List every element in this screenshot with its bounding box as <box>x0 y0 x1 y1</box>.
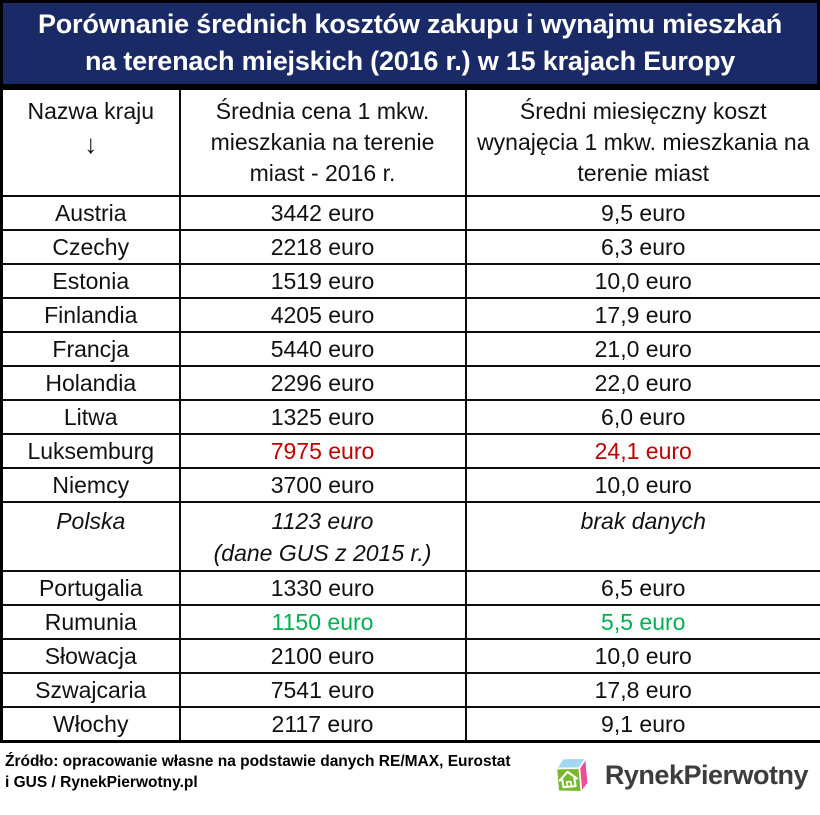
price-cell: 2296 euro <box>180 366 466 400</box>
country-cell: Litwa <box>2 400 180 434</box>
country-cell: Portugalia <box>2 571 180 605</box>
source-line-1: Źródło: opracowanie własne na podstawie danych RE/MAX, Eurostat <box>5 753 511 770</box>
country-cell: Szwajcaria <box>2 673 180 707</box>
header-rent: Średni miesięczny koszt wynajęcia 1 mkw. mieszkania na terenie miast <box>466 89 820 197</box>
table-row <box>2 332 820 366</box>
country-cell: Luksemburg <box>2 434 180 468</box>
comparison-table <box>0 87 820 743</box>
rent-cell: 24,1 euro <box>466 434 820 468</box>
table-row <box>2 264 820 298</box>
country-cell: Słowacja <box>2 639 180 673</box>
rent-cell: 9,1 euro <box>466 707 820 742</box>
price-cell: 1330 euro <box>180 571 466 605</box>
footer <box>0 743 820 801</box>
rynekpierwotny-logo <box>547 749 816 801</box>
rent-cell: 6,5 euro <box>466 571 820 605</box>
table-row <box>2 468 820 502</box>
price-cell: 2100 euro <box>180 639 466 673</box>
table-row <box>2 298 820 332</box>
table-row <box>2 571 820 605</box>
table-row <box>2 366 820 400</box>
table-row <box>2 673 820 707</box>
header-price: Średnia cena 1 mkw. mieszkania na terenie miast - 2016 r. <box>180 89 466 197</box>
table-row <box>2 639 820 673</box>
rent-cell: 9,5 euro <box>466 196 820 230</box>
price-cell: 1123 euro (dane GUS z 2015 r.) <box>180 502 466 571</box>
price-note: (dane GUS z 2015 r.) <box>213 540 432 566</box>
price-cell: 2117 euro <box>180 707 466 742</box>
country-cell: Austria <box>2 196 180 230</box>
title-line-1: Porównanie średnich kosztów zakupu i wynajmu mieszkań <box>37 9 783 39</box>
rent-cell: 22,0 euro <box>466 366 820 400</box>
table-body <box>2 196 820 742</box>
down-arrow-icon: ↓ <box>84 129 98 159</box>
country-cell: Francja <box>2 332 180 366</box>
price-cell: 7541 euro <box>180 673 466 707</box>
price-cell: 2218 euro <box>180 230 466 264</box>
rent-cell: 10,0 euro <box>466 468 820 502</box>
country-cell: Niemcy <box>2 468 180 502</box>
country-cell: Holandia <box>2 366 180 400</box>
table-row <box>2 400 820 434</box>
price-cell: 1519 euro <box>180 264 466 298</box>
country-cell: Włochy <box>2 707 180 742</box>
price-cell: 1325 euro <box>180 400 466 434</box>
rent-cell: 17,9 euro <box>466 298 820 332</box>
table-row <box>2 434 820 468</box>
rent-cell: 21,0 euro <box>466 332 820 366</box>
header-country <box>2 89 180 197</box>
table-row <box>2 196 820 230</box>
header-country-label: Nazwa kraju <box>27 98 155 124</box>
country-cell: Rumunia <box>2 605 180 639</box>
price-cell: 3442 euro <box>180 196 466 230</box>
country-cell: Czechy <box>2 230 180 264</box>
table-row <box>2 230 820 264</box>
price-cell: 7975 euro <box>180 434 466 468</box>
price-cell: 4205 euro <box>180 298 466 332</box>
table-row <box>2 707 820 742</box>
rent-cell: 5,5 euro <box>466 605 820 639</box>
cube-house-icon <box>547 749 599 801</box>
header-row <box>2 89 820 197</box>
title-line-2: na terenach miejskich (2016 r.) w 15 krajach Europy <box>84 46 736 76</box>
rent-cell: 6,0 euro <box>466 400 820 434</box>
title-bar <box>0 0 820 87</box>
price-cell: 5440 euro <box>180 332 466 366</box>
price-cell: 3700 euro <box>180 468 466 502</box>
rent-cell: 10,0 euro <box>466 639 820 673</box>
country-cell: Finlandia <box>2 298 180 332</box>
country-cell: Polska <box>2 502 180 571</box>
rent-cell: 6,3 euro <box>466 230 820 264</box>
source-text <box>5 749 511 793</box>
rent-cell: 10,0 euro <box>466 264 820 298</box>
table-row <box>2 502 820 571</box>
country-cell: Estonia <box>2 264 180 298</box>
rent-cell: 17,8 euro <box>466 673 820 707</box>
table-row <box>2 605 820 639</box>
rent-cell: brak danych <box>466 502 820 571</box>
logo-text: RynekPierwotny <box>604 759 808 790</box>
source-line-2: i GUS / RynekPierwotny.pl <box>5 774 198 791</box>
price-cell: 1150 euro <box>180 605 466 639</box>
